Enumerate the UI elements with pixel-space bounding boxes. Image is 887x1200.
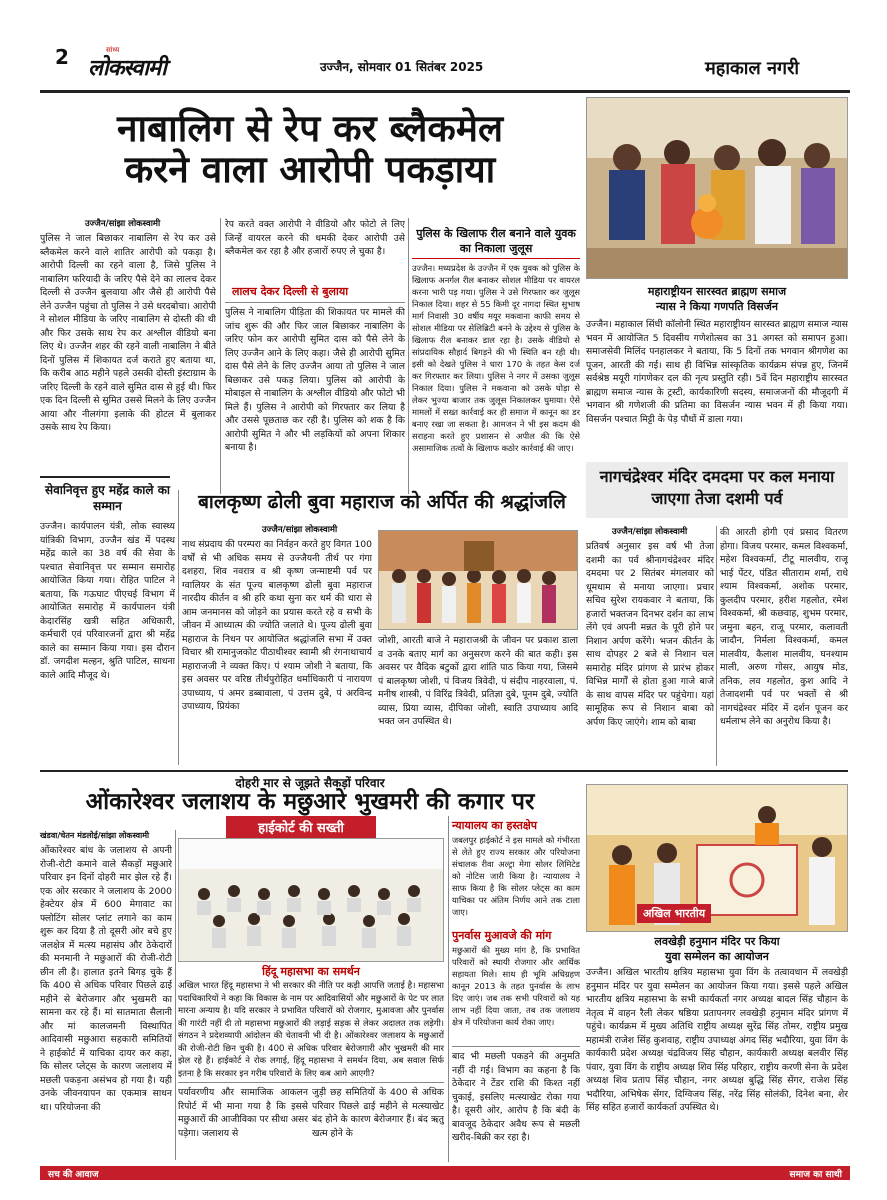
footer-right: समाज का साथी (789, 1170, 842, 1180)
teja-col2: की आरती होगी एवं प्रसाद वितरण होगा। विजय परमार, कमल विश्वकर्मा, महेश विश्वकर्मा, टीटू मालवीय, राजू भाई पेंटर, पंडित सीताराम शर्मा, राधे श्याम विश्वकर्मा, अशोक परमार, कुलदीप परमार, हरीश गहलोत, रमेश विश्वकर्मा, श्री कछवाह, शुभम परमार, जमुना बहन, राजू परमार, कलावती जादौन, निर्मला विश्वकर्मा, कमल मालवीय, कैलाश मालवीय, घनश्याम माली, अरुण गोसर, आयुष मोड, तनिक, लव गहलोत, कुश आदि ने तेजादशमी पर्व पर भक्तों से श्री नागचंद्रेश्वर मंदिर में दर्शन पूजन कर धर्मलाभ लेने का अनुरोध किया है। (720, 527, 848, 727)
date-line: उज्जैन, सोमवार 01 सितंबर 2025 (320, 60, 484, 74)
divider (716, 526, 717, 766)
reel-headline: पुलिस के खिलाफ रील बनाने वाले युवक का निकाला जुलूस (416, 227, 576, 255)
ganpati-body: उज्जैन। महाकाल सिंधी कॉलोनी स्थित महाराष्ट्रीयन सारस्वत ब्राह्मण समाज न्यास भवन में आयोजित 5 दिवसीय गणेशोत्सव का 31 अगस्त को समापन हुआ। समाजसेवी मिलिंद पनहालकर ने बताया, कि 5 दिनों तक भगवान श्रीगणेश का पूजन, आरती की गई। साथ ही विभिन्न सांस्कृतिक कार्यक्रम संपन्न हुए, जिनमें सर्वश्रेष्ठ मयूरी गांगणेकर दल की नृत्य प्रस्तुति रही। 5वें दिन महाराष्ट्रीय सारस्वत ब्राह्मण समाज न्यास के ट्रस्टी, कार्यकारिणी सदस्य, समाजजनों की मौजूदगी में भगवान श्री गणेशजी की प्रतिमा का विसर्जन न्यास भवन में ही किया गया। विसर्जन पश्चात मिट्टी के पेड़ पौधों में डाला गया। (586, 319, 848, 425)
divider (40, 476, 170, 478)
divider (408, 218, 409, 494)
rehab-headline: पुनर्वास मुआवजे की मांग (452, 929, 552, 942)
tribute-col2: जोशी, आरती बाजे ने महाराजश्री के जीवन पर प्रकाश डाला व उनके बताए मार्ग का अनुसरण करने की बात कही। इस अवसर पर वैदिक बटुकों द्वारा शांति पाठ किया गया, जिसमे पं बालकृष्ण जोशी, पं विजय त्रिवेदी, पं संदीप नाहरवाला, पं. मनीष शास्त्री, पं विरिंद्र त्रिवेदी, प्रतिज्ञा दुबे, पूनम दुबे, ज्योति व्यास, प्रिया व्यास, दीपिका जोशी, स्वाति उपाध्याय आदि भक्त जन उपस्थित थे। (378, 635, 578, 727)
hc-photo-box (178, 816, 444, 962)
court-headline: न्यायालय का हस्तक्षेप (452, 819, 538, 832)
omkar-byline: खंडवा/चेतन मंडलोई/सांझा लोकस्वामी (40, 831, 150, 840)
ganpati-photo (586, 97, 848, 279)
teja-headline: नागचंद्रेश्वर मंदिर दमदमा पर कल मनाया जाएगा तेजा दशमी पर्व (599, 467, 835, 508)
tribute-headline: बालकृष्ण ढोली बुवा महाराज को अर्पित की श्रद्धांजलि (198, 491, 566, 513)
youth-photo (586, 784, 848, 932)
masthead-small: सांध्य (106, 46, 120, 54)
tribute-byline: उज्जैन/सांझा लोकस्वामी (262, 525, 338, 535)
header-rule (40, 90, 850, 93)
hindu-text: अखिल भारत हिंदू महासभा ने भी सरकार की नीति पर कड़ी आपत्ति जताई है। महासभा पदाधिकारियों ने कहा कि विकास के नाम पर आदिवासियों और मछुआरों के पेट पर लात मारना अन्याय है। यदि सरकार ने प्रभावित परिवारों को रोजगार, मुआवजा और पुनर्वास की गारंटी नहीं दी तो महासभा मछुआरों की लड़ाई सड़क से लेकर अदालत तक लड़ेगी। संगठन ने प्रदेशव्यापी आंदोलन की चेतावनी भी दी है। ओंकारेश्वर जलाशय के मछुआरों की रोजी-रोटी छिन चुकी है। 400 से अधिक परिवार बेरोजगारी और भुखमरी की मार झेल रहे हैं। हाईकोर्ट ने रोक लगाई, हिंदू महासभा ने समर्थन दिया, अब सवाल सिर्फ इतना है कि सरकार इन गरीब परिवारों के लिए कब आगे आएगी? (178, 981, 444, 1079)
story1-headline-line2: करने वाला आरोपी पकड़ाया (124, 148, 496, 192)
divider (448, 816, 449, 1162)
retire-body: उज्जैन। कार्यपालन यंत्री, लोक स्वास्थ्य यांत्रिकी विभाग, उज्जैन खंड में पदस्थ महेंद्र काले का 38 वर्ष की सेवा के पश्चात सेवानिवृत्त पर सम्मान समारोह आयोजित किया गया। रोहित पाटिल ने बताया, कि गऊघाट पीएचई विभाग में आयोजित समारोह में कार्यपालन यंत्री केदारसिंह खत्री सहित अधिकारी, कर्मचारी एवं परिवारजनों द्वारा श्री महेंद्र काले का सम्मान किया गया। इस दौरान डॉ. जगदीश मल्हन, श्रुति पाटिल, साधना काले आदि मौजूद थे। (40, 521, 175, 681)
court-text: जबलपुर हाईकोर्ट ने इस मामले को गंभीरता से लेते हुए राज्य सरकार और परियोजना संचालक रीवा अल्ट्रा मेगा सोलर लिमिटेड को नोटिस जारी किया है। न्यायालय ने साफ किया है कि सोलर प्लेट्स का काम याचिका पर अंतिम निर्णय आने तक टाला जाए। (452, 835, 580, 917)
rehab-text: मछुआरों की मुख्य मांग है, कि प्रभावित परिवारों को स्थायी रोजगार और आर्थिक सहायता मिले। साथ ही भूमि अधिग्रहण कानून 2013 के तहत पुनर्वास के लाभ दिए जाएं। जब तक सभी परिवारों को यह लाभ नहीं दिया जाता, तब तक जलाशय क्षेत्र में परियोजना कार्य रोका जाए। (452, 945, 580, 1027)
omkar-kicker: दोहरी मार से जूझते सैकड़ों परिवार (235, 776, 385, 790)
retire-headline: सेवानिवृत्त हुए महेंद्र काले का सम्मान (44, 483, 171, 513)
story1-col1: पुलिस ने जाल बिछाकर नाबालिग से रेप कर उसे ब्लैकमेल करने वाले शातिर आरोपी को पकड़ा है। आरोपी दिल्ली का रहने वाला है, जिसे पुलिस ने नाबालिग फरियादी के जरिए पैसे देने का लालच देकर दिल्ली से उज्जैन बुलवाया और जैसे ही आरोपी पैसे लेने उज्जैन पहुंचा तो पुलिस ने उसे धरदबोचा। आरोपी ने सोशल मीडिया के जरिए नाबालिग से दोस्ती की थी और फिर उसके साथ रेप कर अश्लील वीडियो बना लिए थे। उज्जैन शहर की रहने वाली नाबालिग ने बीते दिनों पुलिस में शिकायत दर्ज कराते हुए बताया था, कि करीब आठ महीने पहले उसकी दोस्ती इंस्टाग्राम के जरिए दिल्ली के रहने वाले सुमित दास से हुई थी। फिर एक दिन दिल्ली से सुमित उससे मिलने के लिए उज्जैन आया और नीलगंगा इलाके की होटल में बुलाकर उसके साथ रेप किया। (40, 233, 216, 433)
section-title: महाकाल नगरी (705, 58, 800, 79)
story1-headline-line1: नाबालिग से रेप कर ब्लैकमेल (116, 107, 504, 150)
youth-caption-line2: युवा सम्मेलन का आयोजन (665, 950, 769, 963)
divider (175, 830, 176, 1160)
divider (178, 490, 179, 765)
reel-body: उज्जैन। मध्यप्रदेश के उज्जैन में एक युवक को पुलिस के खिलाफ अनर्गल रील बनाकर सोशल मीडिया पर वायरल करना भारी पड़ गया। पुलिस ने उसे गिरफ्तार कर जुलूस निकाल दिया। शहर से 55 किमी दूर नागदा स्थित सुभाष मार्ग निवासी 30 वर्षीय मयूर मकवाना काफी समय से सोशल मीडिया पर सेलिब्रिटी बनने के उद्देश्य से पुलिस के खिलाफ रील बनाकर डाल रहा है। उसके वीडियो से सांप्रदायिक सौहार्द बिगड़ने की भी स्थिति बन रही थी। इसी को देखते पुलिस ने धारा 170 के तहत केस दर्ज कर गिरफ्तार कर लिया। पुलिस ने नगर में उसका जुलूस निकाल दिया। पुलिस ने मकवाना को उसके घोड़ा से लेकर भुज्या बाजार तक जुलूस निकालकर घुमाया। ऐसे मामलों में सख्त कार्रवाई कर ही समाज में कानून का डर बनाए रखा जा सकता है। आमजन ने भी इस कदम की सराहना करते हुए प्रशासन से अपील की कि ऐसे असामाजिक तत्वों के खिलाफ कठोर कार्रवाई की जाए। (412, 263, 580, 453)
story1-headline (40, 108, 580, 191)
teja-headline-box (586, 462, 848, 518)
youth-caption (586, 934, 848, 964)
teja-byline: उज्जैन/सांझा लोकस्वामी (612, 527, 688, 537)
footer-bar (40, 1166, 850, 1180)
footer-left: सच की आवाज (48, 1170, 99, 1180)
ganpati-caption (586, 284, 848, 314)
omkar-col4: बाद भी मछली पकड़ने की अनुमति नहीं दी गई। विभाग का कहना है कि ठेकेदार ने टेंडर राशि की किश्त नहीं चुकाई, इसलिए मत्स्याखेट रोका गया है। दूसरी ओर, आरोप है कि बंदी के बावजूद ठेकेदार अवैध रूप से मछली खरीद-बिक्री कर रहा है। (452, 1051, 580, 1143)
hc-banner: हाईकोर्ट की सख्ती (226, 816, 376, 838)
story1-subhead: लालच देकर दिल्ली से बुलाया (232, 285, 349, 298)
ganpati-caption-line1: महाराष्ट्रीयन सारस्वत ब्राह्मण समाज (647, 285, 787, 298)
omkar-col2: पर्यावरणीय और सामाजिक आकलन रिपोर्ट में भी माना गया है कि इससे मछुआरों की आजीविका पर सीधा असर पड़ेगा। जलाशय से (178, 1087, 308, 1139)
divider (412, 258, 580, 259)
omkar-col1: ओंकारेश्वर बांध के जलाशय से अपनी रोजी-रोटी कमाने वाले सैकड़ों मछुआरे परिवार इन दिनों दोहरी मार झेल रहे हैं। एक ओर सरकार ने जलाशय के 2000 हेक्टेयर क्षेत्र में 600 मेगावाट का फ्लोटिंग सोलर प्लांट लगाने का काम शुरू कर दिया है तो दूसरी ओर बचे हुए जलक्षेत्र में मत्स्य महासंघ और ठेकेदारों की मनमानी ने मछुआरों की रोजी-रोटी छीन ली है। हालात इतने बिगड़ चुके हैं कि 400 से अधिक परिवार पिछले ढाई महीने से बेरोजगार और भुखमरी का सामना कर रहे हैं। मां सातमाता सैलानी और मां कालजमनी विस्थापित आदिवासी मछुआरा सहकारी समितियों ने हाईकोर्ट में याचिका दायर कर कहा, कि सोलर प्लेट्स के कारण जलाशय में मछली पकड़ना असंभव हो गया है। यही उनके जीवनयापन का एकमात्र साधन था। परियोजना की (40, 845, 172, 1113)
story1-col2-top: रेप करते वक्त आरोपी ने वीडियो और फोटो ले लिए जिन्हें वायरल करने की धमकी देकर आरोपी उसे ब्लैकमेल कर रहा है और हजारों रुपए ले चुका है। (225, 219, 405, 257)
tribute-photo (378, 530, 578, 630)
ganpati-caption-line2: न्यास ने किया गणपति विसर्जन (655, 300, 779, 313)
fishermen-photo (178, 838, 444, 962)
page-number: 2 (55, 45, 69, 69)
story1-byline: उज्जैन/सांझा लोकस्वामी (85, 219, 161, 229)
divider (220, 218, 221, 494)
masthead-logo (88, 46, 228, 84)
omkar-headline: ओंकारेश्वर जलाशय के मछुआरे भुखमरी की कगार पर (85, 789, 535, 815)
divider (452, 1046, 580, 1047)
divider (225, 302, 405, 303)
youth-banner: अखिल भारतीय (637, 904, 711, 923)
divider (40, 770, 848, 772)
omkar-col3: जुड़ी छह समितियों के 400 से अधिक परिवार पिछले ढाई महीने से मत्स्याखेट बंद होने के कारण बेरोजगार हैं। बंद ऋतु खत्म होने के (312, 1087, 444, 1139)
story1-col2-bottom: पुलिस ने नाबालिग पीड़िता की शिकायत पर मामले की जांच शुरू की और फिर जाल बिछाकर नाबालिग के जरिए फोन कर आरोपी सुमित दास को पैसे लेने के लिए उज्जैन आने के लिए कहा। जैसे ही आरोपी सुमित दास पैसे लेने के लिए उज्जैन आया तो पुलिस ने जाल बिछाकर उसे पकड़ लिया। पुलिस को आरोपी के मोबाइल से नाबालिग के अश्लील वीडियो और फोटो भी मिले हैं। पुलिस ने आरोपी को गिरफ्तार कर लिया है और उससे पूछताछ कर रही है। पुलिस को शक है कि आरोपी सुमित ने और भी लड़कियों को अपना शिकार बनाया है। (225, 307, 405, 453)
hindu-caption: हिंदू महासभा का समर्थन (262, 965, 360, 978)
teja-col1: प्रतिवर्ष अनुसार इस वर्ष भी तेजा दशमी का पर्व श्रीनागचंद्रेश्वर मंदिर दमदमा पर 2 सितंबर मंगलवार को धूमधाम से मनाया जाएगा। प्रचार सचिव सुरेश रायकवार ने बताया, कि हजारों भक्तजन दिनभर दर्शन का लाभ लेंगे एवं अपनी मन्नत के पूरी होने पर निशान अर्पण करेंगे। भजन कीर्तन के साथ दोपहर 2 बजे से निशान चल समारोह मंदिर प्रांगण से प्रारंभ होकर विभिन्न मार्गों से होता हुआ गाजे बाजे के साथ वापस मंदिर पर पहुंचेगा। यहां सामूहिक रूप से निशान बाबा को अर्पण किए जाएंगे। शाम को बाबा (586, 541, 714, 728)
tribute-col1: नाथ संप्रदाय की परम्परा का निर्वहन करते हुए विगत 100 वर्षों से भी अधिक समय से उज्जैयनी तीर्थ पर गंगा दशहरा, शिव नवरात्र व श्री कृष्ण जन्माष्टमी पर्व पर ग्वालियर के संत पूज्य बालकृष्ण ढोली बुवा महाराज नारदीय कीर्तन व श्री हरि कथा सुना कर धर्म की धारा से आम जनमानस को जोड़ने का प्रयास करते रहे व सभी के जीवन में आध्यात्म की ज्योति जलाते थे। पूज्य ढोली बुवा महाराज के निधन पर आयोजित श्रद्धांजलि सभा में उक्त विचार श्री रामानुजकोट पीठाधीश्वर स्वामी श्री रंगनाथाचार्य महाराजजी ने व्यक्त किए। पं श्याम जोशी ने बताया, कि इस अवसर पर वरिष्ठ तीर्थपुरोहित धर्माधिकारी पं नारायण उपाध्याय, पं अमर डब्बावाला, पं उत्तम दुबे, पं अरविन्द उपाध्याय, प्रियंका (182, 539, 372, 712)
youth-caption-line1: लवखेड़ी हनुमान मंदिर पर किया (654, 935, 780, 948)
divider (178, 1082, 444, 1083)
youth-body: उज्जैन। अखिल भारतीय क्षत्रिय महासभा युवा विंग के तत्वावधान में लवखेड़ी हनुमान मंदिर पर युवा सम्मेलन का आयोजन किया गया। इससे पहले अखिल भारतीय क्षत्रिय महासभा के सभी कार्यकर्ता नगर अध्यक्ष बादल सिंह चौहान के नेतृत्व में वाहन रैली लेकर षष्ठिया प्रतापनगर लवखेड़ी हनुमान मंदिर प्रांगण में पहुंचे। कार्यक्रम में मुख्य अतिथि राष्ट्रीय अध्यक्ष सुरेंद्र सिंह तोमर, राष्ट्रीय प्रमुख महामंत्री राजेश सिंह कुशवाह, राष्ट्रीय उपाध्यक्ष अंगद सिंह भदौरिया, युवा विंग के कार्यकारी प्रदेश अध्यक्ष चंद्रविजय सिंह चौहान, कार्यकारी अध्यक्ष बलवीर सिंह पंवार, युवा विंग के राष्ट्रीय अध्यक्ष शिव सिंह परिहार, राष्ट्रीय करणी सेना के प्रदेश अध्यक्ष शिव प्रताप सिंह चौहान, नगर अध्यक्ष बुद्धि सिंह सेंगर, राजेश सिंह भदौरिया, अभिषेक सेंगर, दिग्विजय सिंह, नरेंद्र सिंह सोलंकी, दिनेश बना, शेर सिंह सहित हजारों कार्यकर्ता उपस्थित थे। (586, 967, 848, 1113)
masthead-title: लोकस्वामी (88, 56, 166, 81)
